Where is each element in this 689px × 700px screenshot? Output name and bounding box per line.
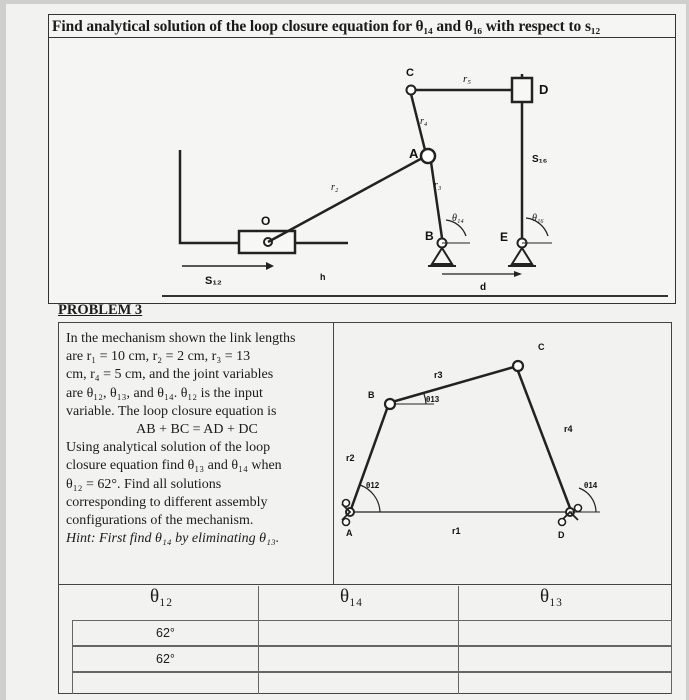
problem-line: variable. The loop closure equation is xyxy=(66,403,277,419)
header-theta13: θ₁₃ xyxy=(540,586,563,607)
label-a: A xyxy=(346,528,353,538)
link-r3 xyxy=(431,162,442,238)
label-c: C xyxy=(538,342,545,352)
label-r4: r4 xyxy=(564,424,573,434)
label-e: E xyxy=(500,230,509,244)
ground-frame xyxy=(180,150,348,243)
label-r4: r₄ xyxy=(420,116,428,127)
problem-line: corresponding to different assembly xyxy=(66,494,268,510)
problem-line: closure equation find θ₁₃ and θ₁₄ when xyxy=(66,458,282,474)
problem-line: are θ₁₂, θ₁₃, and θ₁₄. θ₁₂ is the input xyxy=(66,385,263,401)
header-theta14: θ₁₄ xyxy=(340,586,363,607)
label-b: B xyxy=(368,390,375,400)
label-c: C xyxy=(406,67,414,79)
problem-line: cm, r₄ = 5 cm, and the joint variables xyxy=(66,367,274,383)
label-theta12: θ12 xyxy=(366,481,380,490)
label-s16: S₁₆ xyxy=(532,154,548,165)
slider-mechanism-diagram xyxy=(48,38,676,296)
problem-line: Using analytical solution of the loop xyxy=(66,440,271,456)
joint-b xyxy=(385,399,395,409)
label-r3: r3 xyxy=(434,370,443,380)
label-r2: r2 xyxy=(346,453,355,463)
label-a: A xyxy=(409,146,419,161)
label-r5: r₅ xyxy=(463,73,472,85)
link-r2 xyxy=(268,156,426,242)
link-r3 xyxy=(392,367,514,402)
problem-line: are r₁ = 10 cm, r₂ = 2 cm, r₃ = 13 xyxy=(66,349,251,365)
cell-theta12-row2: 62° xyxy=(156,652,175,666)
label-r1: r1 xyxy=(452,526,461,536)
cell-theta12-row1: 62° xyxy=(156,626,175,640)
question-title: Find analytical solution of the loop closure equation for θ₁₄ and θ₁₆ with respect to s₁₂ xyxy=(52,18,600,35)
label-theta13: θ13 xyxy=(426,395,440,404)
slider-d-block xyxy=(512,78,532,102)
label-d: D xyxy=(539,82,549,97)
label-theta16: θ₁₆ xyxy=(532,213,544,224)
table-divider xyxy=(58,584,672,585)
label-d-dim: d xyxy=(480,282,487,293)
problem-label: PROBLEM 3 xyxy=(58,302,143,318)
answer-row-empty xyxy=(72,672,672,694)
label-theta14: θ14 xyxy=(584,481,598,490)
label-s12: S₁₂ xyxy=(205,275,222,287)
link-r2 xyxy=(350,406,388,512)
loop-equation: AB + BC = AD + DC xyxy=(136,422,258,438)
label-r3: r₃ xyxy=(434,180,442,191)
problem-line: configurations of the mechanism. xyxy=(66,513,254,529)
label-b: B xyxy=(425,229,434,243)
fourbar-mechanism-diagram xyxy=(334,322,672,584)
joint-c xyxy=(513,361,523,371)
label-theta14: θ₁₄ xyxy=(452,213,464,224)
hint-line: Hint: First find θ₁₄ by eliminating θ₁₃. xyxy=(66,531,280,547)
label-o: O xyxy=(261,214,271,228)
label-r2: r₂ xyxy=(331,182,339,193)
problem-line: θ₁₂ = 62°. Find all solutions xyxy=(66,476,222,492)
joint-a xyxy=(421,149,435,163)
section-rule xyxy=(162,295,668,297)
problem-line: In the mechanism shown the link lengths xyxy=(66,331,296,346)
label-d: D xyxy=(558,530,565,540)
link-r4 xyxy=(518,371,570,508)
label-h: h xyxy=(320,272,326,282)
header-theta12: θ₁₂ xyxy=(150,586,173,607)
joint-c xyxy=(407,86,416,95)
problem-text xyxy=(66,330,328,548)
